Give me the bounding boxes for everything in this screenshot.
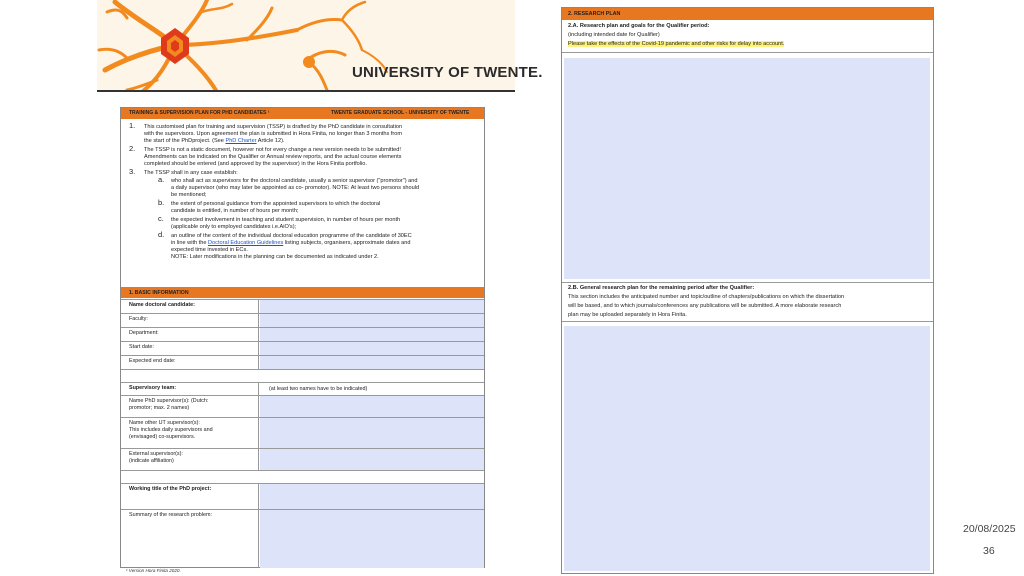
intro-text: be mentioned; <box>171 192 207 198</box>
summary-input[interactable] <box>260 510 484 568</box>
start-date-input[interactable] <box>260 342 484 355</box>
section-2b-text: plan may be uploaded separately in Hora Finita. <box>568 312 687 318</box>
faculty-input[interactable] <box>260 314 484 327</box>
external-supervisor-input[interactable] <box>260 449 484 470</box>
row-working-title <box>121 483 484 509</box>
field-label: Expected end date: <box>121 356 259 369</box>
field-label: Name PhD supervisor(s): (Dutch: promotor; max. 2 names) <box>121 396 259 417</box>
slide-date: 20/08/2025 <box>963 523 1016 535</box>
intro-text: completed should be entered (and approved by the supervisor) in the Hora Finita portfolio. <box>144 161 367 167</box>
other-supervisor-input[interactable] <box>260 418 484 448</box>
phd-charter-link[interactable]: PhD Charter <box>225 138 257 144</box>
sub-item-letter: c. <box>158 214 164 223</box>
sub-item-letter: a. <box>158 175 165 184</box>
field-label: Supervisory team: <box>121 383 259 395</box>
intro-text: the expected involvement in teaching and student supervision, in number of hours per month <box>171 217 401 223</box>
row-end-date <box>121 355 484 369</box>
row-spacer <box>121 470 484 483</box>
training-supervision-form <box>120 107 485 568</box>
field-label: Name other UT supervisor(s): This includes daily supervisors and (envisaged) co-supervisors. <box>121 418 259 448</box>
section-2a-title: 2.A. Research plan and goals for the Qualifier period: <box>568 23 710 29</box>
form-header-left: TRAINING & SUPERVISION PLAN FOR PHD CANDIDATES ¹ <box>129 110 270 116</box>
item-number: 3. <box>129 167 136 176</box>
end-date-input[interactable] <box>260 356 484 369</box>
version-footnote: ¹ Version Hora Finita 2020. <box>126 568 181 573</box>
sub-item-letter: b. <box>158 198 165 207</box>
section-2b-title: 2.B. General research plan for the remaining period after the Qualifier: <box>568 285 755 291</box>
sub-item-letter: d. <box>158 230 165 239</box>
row-candidate-name <box>121 299 484 313</box>
form-header <box>121 108 484 119</box>
row-external-supervisor <box>121 448 484 470</box>
intro-text: a daily supervisor (who may later be appointed as co- promotor). NOTE: At least two persons should <box>171 185 420 191</box>
divider <box>562 52 933 53</box>
section-2a-input[interactable] <box>564 58 930 279</box>
section-title: 1. BASIC INFORMATION <box>129 290 189 296</box>
intro-text: The TSSP is not a static document, however not for every change a new version needs to be submitted! <box>144 147 401 153</box>
row-supervisory-team <box>121 382 484 395</box>
section-2b-text: This section includes the anticipated number and topic/outline of chapters/publications on which the dissertation <box>568 294 845 300</box>
row-summary <box>121 509 484 568</box>
intro-text: The TSSP shall in any case establish: <box>144 170 238 176</box>
row-spacer <box>121 369 484 382</box>
intro-text: an outline of the content of the individual doctoral education programme of the candidate of 30EC <box>171 233 412 239</box>
intro-text: in line with the Doctoral Education Guidelines listing subjects, organisers, approximate dates and <box>171 240 411 246</box>
intro-note: NOTE: Later modifications in the planning can be documented as indicated under 2. <box>171 254 379 260</box>
section-2b-text: will be based, and to which journals/conferences any publications will be submitted. A more elaborate research <box>568 303 842 309</box>
row-other-supervisor <box>121 417 484 448</box>
header-divider <box>97 90 515 92</box>
intro-text: with the supervisors. Upon agreement the plan is submitted in Hora Finita, no longer than 3 months from <box>144 131 403 137</box>
research-plan-form <box>561 7 934 574</box>
intro-text: candidate is entitled, in number of hours per month; <box>171 208 299 214</box>
divider <box>562 321 933 322</box>
field-label: Working title of the PhD project: <box>121 484 259 509</box>
section-2b-input[interactable] <box>564 326 930 571</box>
field-label: Name doctoral candidate: <box>121 300 259 313</box>
field-label: Faculty: <box>121 314 259 327</box>
intro-text: the extent of personal guidance from the appointed supervisors to which the doctoral <box>171 201 381 207</box>
field-label: Summary of the research problem: <box>121 510 259 568</box>
row-start-date <box>121 341 484 355</box>
divider <box>562 282 933 283</box>
covid-highlight-note: Please take the effects of the Covid-19 pandemic and other risks for delay into account. <box>568 41 785 47</box>
field-label: External supervisor(s): (indicate affiliation) <box>121 449 259 470</box>
slide-number: 36 <box>983 545 995 557</box>
doctoral-education-guidelines-link[interactable]: Doctoral Education Guidelines <box>208 240 284 246</box>
intro-text: (applicable only to employed candidates i.e.AiO's); <box>171 224 297 230</box>
field-label: Start date: <box>121 342 259 355</box>
department-input[interactable] <box>260 328 484 341</box>
section-basic-information <box>121 287 484 298</box>
team-note: (at least two names have to be indicated) <box>269 386 368 392</box>
item-number: 1. <box>129 121 136 130</box>
section-2a-subtitle: (including intended date for Qualifier) <box>568 32 660 38</box>
intro-text: This customised plan for training and supervision (TSSP) is drafted by the PhD candidate in consultation <box>144 124 403 130</box>
working-title-input[interactable] <box>260 484 484 509</box>
row-phd-supervisor <box>121 395 484 417</box>
form-header-right: TWENTE GRADUATE SCHOOL - UNIVERSITY OF TWENTE <box>331 110 470 116</box>
phd-supervisor-input[interactable] <box>260 396 484 417</box>
university-name: UNIVERSITY OF TWENTE. <box>352 64 543 81</box>
intro-text: who shall act as supervisors for the doctoral candidate, usually a senior supervisor ("promotor") and <box>171 178 418 184</box>
row-department <box>121 327 484 341</box>
intro-text: Amendments can be indicated on the Qualifier or Annual review reports, and the actual course elements <box>144 154 402 160</box>
research-plan-header <box>562 8 933 20</box>
section-title: 2. RESEARCH PLAN <box>568 11 621 17</box>
row-faculty <box>121 313 484 327</box>
item-number: 2. <box>129 144 136 153</box>
intro-text: the start of the PhDproject. (See PhD Charter Article 12). <box>144 138 285 144</box>
candidate-name-input[interactable] <box>260 300 484 313</box>
intro-text: expected time invested in ECs. <box>171 247 248 253</box>
field-label: Department: <box>121 328 259 341</box>
intro-instructions <box>121 120 484 287</box>
